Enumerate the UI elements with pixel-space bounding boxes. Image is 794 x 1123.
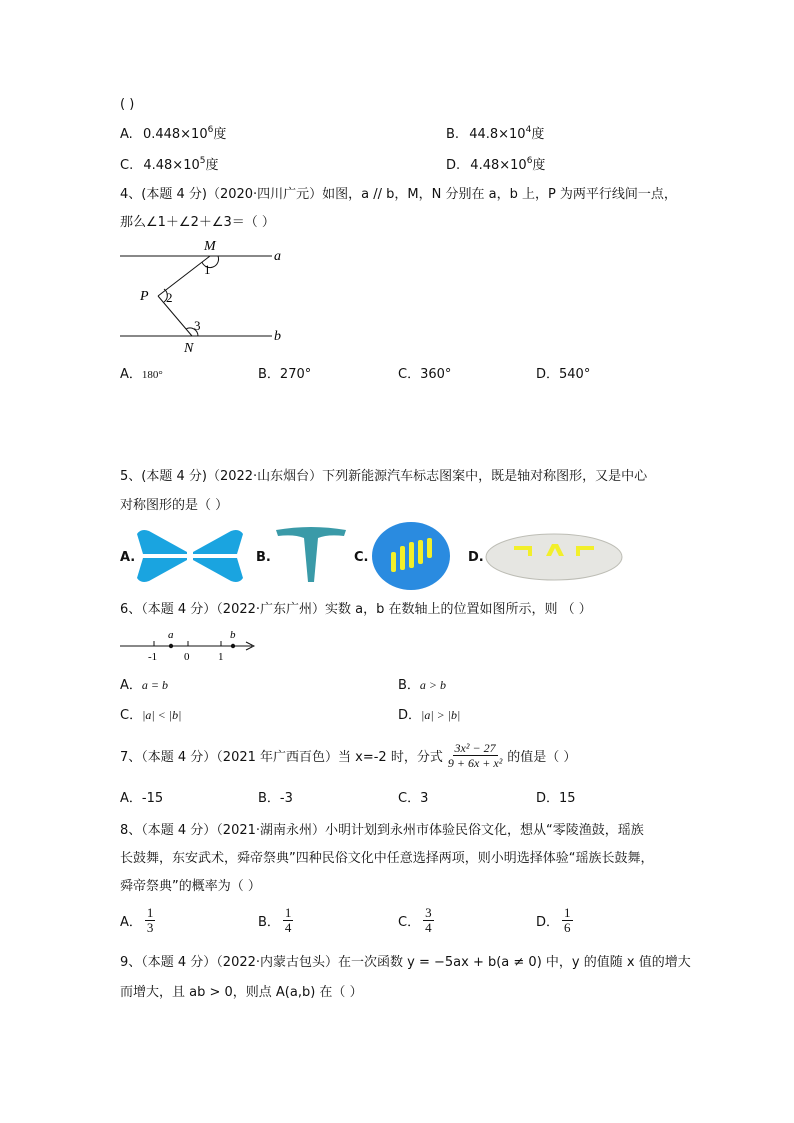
q9-stem-line2: 而增大，且 ab > 0，则点 A(a,b) 在（ ） [120, 985, 363, 1000]
q4-label-1: 1 [204, 262, 211, 277]
q5-option-d-label[interactable]: D. [468, 550, 484, 565]
q6-number-line [116, 626, 260, 666]
q3-option-b-unit: 度 [531, 127, 545, 142]
q8-option-a-num: 1 [146, 905, 154, 920]
q3-option-d-exp: 6 [526, 156, 533, 166]
q5-option-c-label[interactable]: C. [354, 550, 369, 565]
q6-label-one: 1 [218, 651, 224, 663]
q8-option-d-label: D． [536, 915, 560, 930]
q5-option-a-label[interactable]: A. [120, 550, 136, 565]
q3-option-c[interactable] [120, 157, 219, 175]
q4-option-d[interactable] [536, 366, 590, 384]
q4-parallel-lines-figure [112, 234, 302, 358]
q6-option-b-text: a > b [419, 678, 447, 692]
q5-logo-a[interactable] [135, 528, 245, 584]
q8-option-d[interactable] [536, 906, 576, 935]
q4-option-b[interactable] [258, 366, 311, 384]
q6-stem: 6、（本题 4 分）（2022·广东广州）实数 a，b 在数轴上的位置如图所示，则 （ ） [120, 602, 592, 617]
q8-option-d-den: 6 [564, 920, 571, 935]
q3-option-a[interactable] [120, 126, 226, 144]
q8-option-a-den: 3 [146, 920, 154, 935]
q6-label-zero: 0 [184, 651, 190, 663]
q8-option-b[interactable] [258, 906, 296, 935]
q4-option-a[interactable] [120, 366, 163, 384]
q3-option-d-label: D. [446, 158, 461, 173]
q7-option-b[interactable] [258, 790, 293, 808]
q8-option-c-label: C． [398, 915, 421, 930]
q6-label-a: a [168, 629, 174, 641]
q4-option-c-text: 360° [420, 367, 452, 382]
q6-option-a-text: a = b [141, 678, 169, 692]
q3-option-a-exp: 6 [207, 125, 214, 135]
q6-option-c[interactable] [120, 706, 181, 725]
q5-logo-d[interactable] [484, 532, 624, 582]
q6-option-c-label: C． [120, 708, 143, 723]
q4-stem-line1: 4、(本题 4 分)（2020·四川广元）如图，a // b，M，N 分别在 a，b 上，P 为两平行线间一点， [120, 187, 677, 202]
q4-label-n: N [184, 341, 194, 356]
q3-option-d-mantissa: 4.48×10 [470, 158, 527, 173]
q3-option-c-unit: 度 [205, 158, 219, 173]
q4-option-d-text: 540° [559, 367, 591, 382]
q8-option-d-num: 1 [564, 905, 571, 920]
q4-option-b-label: B． [258, 367, 280, 382]
q5-stem-line1: 5、(本题 4 分)（2022·山东烟台）下列新能源汽车标志图案中，既是轴对称图形，又是中心 [120, 469, 648, 484]
q8-option-b-label: B． [258, 915, 280, 930]
q7-option-a[interactable] [120, 790, 163, 808]
q5-logo-c[interactable] [370, 520, 452, 592]
q8-option-c-num: 3 [425, 905, 432, 920]
q4-option-a-label: A． [120, 367, 142, 382]
q4-label-a: a [274, 249, 281, 264]
q3-option-d[interactable] [446, 157, 545, 175]
q3-option-d-unit: 度 [532, 158, 546, 173]
q8-stem-line3: 舜帝祭典”的概率为（ ） [120, 879, 261, 894]
q8-option-b-den: 4 [284, 920, 292, 935]
q7-option-c[interactable] [398, 790, 428, 808]
q4-option-c-label: C． [398, 367, 421, 382]
q7-numerator: 3x² − 27 [454, 740, 496, 755]
q7-stem-prefix: 7、（本题 4 分）（2021 年广西百色）当 x=-2 时，分式 [120, 749, 443, 765]
q4-segment-pn [158, 296, 192, 336]
q5-stem-line2: 对称图形的是（ ） [120, 498, 229, 513]
q4-label-2: 2 [166, 290, 173, 305]
q7-option-b-label: B． [258, 791, 280, 806]
q7-option-d-label: D． [536, 791, 560, 806]
q7-option-d[interactable] [536, 790, 576, 808]
q8-option-a[interactable] [120, 906, 158, 935]
q3-option-c-label: C. [120, 158, 134, 173]
q6-option-d-text: |a| > |b| [421, 708, 461, 722]
q3-option-c-exp: 5 [199, 156, 206, 166]
q3-option-b-mantissa: 44.8×10 [469, 127, 526, 142]
q6-option-b-label: B． [398, 678, 420, 693]
q4-label-p: P [140, 289, 149, 304]
q7-fraction [446, 741, 504, 770]
q6-option-b[interactable] [398, 676, 446, 695]
q8-option-c[interactable] [398, 906, 437, 935]
q4-label-b: b [274, 329, 281, 344]
q4-label-3: 3 [194, 318, 201, 333]
q7-option-c-text: 3 [420, 791, 429, 806]
q8-option-b-num: 1 [284, 905, 292, 920]
q7-option-c-label: C． [398, 791, 421, 806]
q3-option-c-mantissa: 4.48×10 [143, 158, 200, 173]
q3-option-b[interactable] [446, 126, 544, 144]
q8-stem-line2: 长鼓舞，东安武术，舜帝祭典”四种民俗文化中任意选择两项，则小明选择体验“瑶族长鼓舞， [120, 851, 654, 866]
q4-option-a-text: 180° [141, 369, 163, 381]
q6-option-a-label: A． [120, 678, 142, 693]
q4-stem-line2: 那么∠1＋∠2＋∠3＝（ ） [120, 215, 275, 230]
q8-option-a-label: A． [120, 915, 142, 930]
q7-option-a-label: A． [120, 791, 142, 806]
q7-option-b-text: -3 [279, 791, 293, 806]
q4-option-b-text: 270° [279, 367, 312, 382]
q4-option-d-label: D． [536, 367, 560, 382]
q3-paren: ( ) [120, 97, 135, 112]
q6-option-c-text: |a| < |b| [142, 708, 182, 722]
q5-logo-b[interactable] [274, 526, 348, 586]
q5-option-b-label[interactable]: B. [256, 550, 271, 565]
q7-denominator: 9 + 6x + x² [447, 755, 503, 770]
q6-label-minus1: -1 [148, 651, 158, 663]
q4-label-m: M [204, 239, 216, 254]
q3-option-b-exp: 4 [525, 125, 532, 135]
q8-option-c-den: 4 [425, 920, 432, 935]
q7-stem [120, 738, 576, 772]
q6-point-a [169, 644, 173, 648]
q3-option-a-mantissa: 0.448×10 [142, 127, 208, 142]
q7-option-d-text: 15 [559, 791, 576, 806]
q9-stem-line1: 9、（本题 4 分）（2022·内蒙古包头）在一次函数 y = −5ax + b(a ≠ 0) 中，y 的值随 x 值的增大 [120, 955, 691, 970]
q4-option-c[interactable] [398, 366, 451, 384]
q3-option-b-label: B. [446, 127, 460, 142]
q7-stem-suffix: 的值是（ ） [507, 749, 577, 765]
q6-label-b: b [230, 629, 236, 641]
q6-option-d-label: D． [398, 708, 422, 723]
q3-option-a-label: A. [120, 127, 133, 142]
q8-stem-line1: 8、（本题 4 分）（2021·湖南永州）小明计划到永州市体验民俗文化，想从“零陵渔鼓，瑶族 [120, 823, 644, 838]
q6-option-a[interactable] [120, 676, 168, 695]
q3-option-a-unit: 度 [213, 127, 227, 142]
q6-point-b [231, 644, 235, 648]
q7-option-a-text: -15 [141, 791, 164, 806]
q6-option-d[interactable] [398, 706, 460, 725]
